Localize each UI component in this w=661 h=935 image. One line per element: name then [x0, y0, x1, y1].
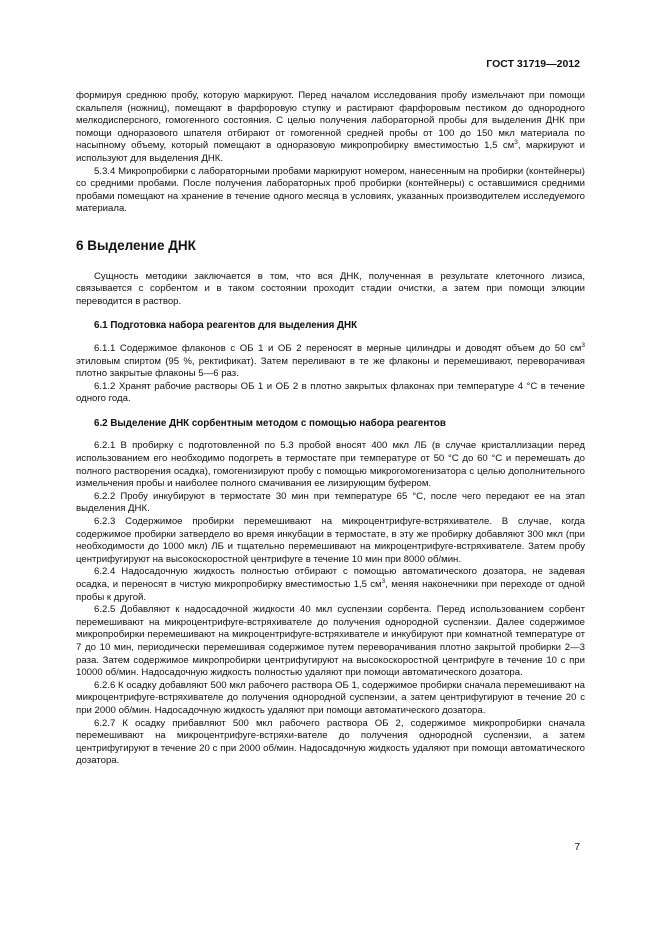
paragraph-intro: [76, 90, 585, 166]
intro-text: формируя среднюю пробу, которую маркируют. Перед началом исследования пробу измельчают при помощи скальпеля (ножниц), помещают в фарфоровую ступку и растирают фарфоровым пестиком до однородного мелкодисперсного, гомогенного состояния. С целью получения лабораторной пробы для выделения ДНК при помощи одноразового шпателя отбирают от гомогенной средней пробы от 100 до 150 мкл материала по насыпному объему, который помещают в одноразовую микропробирку вместимостью 1,5 см: [76, 90, 585, 152]
paragraph-6-2-6: 6.2.6 К осадку добавляют 500 мкл рабочего раствора ОБ 1, содержимое пробирки сначала перемешивают на микроцентрифуге-встряхивателе до получения однородной суспензии, а затем центрифугируют в течение 20 с при 2000 об/мин. Надосадочную жидкость удаляют при помощи автоматического дозатора.: [76, 679, 585, 716]
paragraph-6-1-1: [76, 343, 585, 381]
section-6-title: 6 Выделение ДНК: [76, 237, 196, 253]
paragraph-6-2-3: 6.2.3 Содержимое пробирки перемешивают на микроцентрифуге-встряхивателе. В случае, когда содержимое пробирки затвердело во время инкубации в термостате, в эту же пробирку добавляют 300 мкл (при необходимости до 1000 мкл) ЛБ и тщательно перемешивают на микроцентрифуге-встряхивателе. Затем пробу центрифугируют на высокоскоростной центрифуге в течение 10 мин при 8000 об/мин.: [76, 516, 585, 565]
document-body: [76, 90, 585, 768]
paragraph-6-2-2: 6.2.2 Пробу инкубируют в термостате 30 мин при температуре 65 °С, после чего передают ее на этап выделения ДНК.: [76, 490, 585, 515]
paragraph-6-2-7: 6.2.7 К осадку прибавляют 500 мкл рабочего раствора ОБ 2, содержимое микропробирки сначала перемешивают на микроцентрифуге-встряхи-вателе до получения однородной суспензии, а затем центрифугируют в течение 20 с при 2000 об/мин. Надосадочную жидкость удаляют при помощи автоматического дозатора.: [76, 717, 585, 767]
subsection-6-1-title: 6.1 Подготовка набора реагентов для выделения ДНК: [94, 320, 358, 332]
p611-text-a: 6.1.1 Содержимое флаконов с ОБ 1 и ОБ 2 переносят в мерные цилиндры и доводят объем до 50 см: [94, 342, 582, 354]
paragraph-6-2-1: 6.2.1 В пробирку с подготовленной по 5.3 пробой вносят 400 мкл ЛБ (в случае кристаллизации перед использованием его необходимо подогреть в термостате при температуре от 50 °С до 60 °С и перемешать до полного растворения осадка), гомогенизируют пробу с помощью микрогомогенизатора с целью дополнительного измельчения пробы и наиболее полного смачивания ее лизирующим буфером.: [76, 440, 585, 490]
subsection-6-2-title: 6.2 Выделение ДНК сорбентным методом с помощью набора реагентов: [94, 417, 446, 429]
paragraph-6-1-2: 6.1.2 Хранят рабочие растворы ОБ 1 и ОБ 2 в плотно закрытых флаконах при температуре 4 °С в течение одного года.: [76, 380, 585, 405]
paragraph-6-2-5: 6.2.5 Добавляют к надосадочной жидкости 40 мкл суспензии сорбента. Перед использованием сорбент перемешивают на микроцентрифуге-встряхивателе до получения однородной суспензии. Далее содержимое микропробирки перемешивают на микроцентрифуге-встряхивателе и инкубируют при комнатной температуре от 7 до 10 мин, периодически перемешивая содержимое путем переворачивания плотно закрытой пробирки 2—3 раза. Затем содержимое микропробирки центрифугируют на высокоскоростной центрифуге в течение 10 с при 10000 об/мин. Надосадочную жидкость полностью удаляют при помощи автоматического дозатора.: [76, 604, 585, 679]
intro-text-end: , маркируют и используют для выделения ДНК.: [76, 140, 585, 164]
section-6-text: Сущность методики заключается в том, что вся ДНК, полученная в результате клеточного лизиса, связывается с сорбентом и в таком состоянии проходит стадии очистки, а затем при помощи элюции переводится в раствор.: [76, 270, 585, 307]
superscript: 3: [514, 139, 518, 147]
document-code: ГОСТ 31719—2012: [486, 58, 580, 70]
page-number: 7: [574, 842, 580, 853]
paragraph-5-3-4: 5.3.4 Микропробирки с лабораторными пробами маркируют номером, нанесенным на пробирки (контейнеры) со средними пробами. После получения лабораторных проб пробирки (контейнеры) с оставшимися средними пробами помещают на хранение в течение одного месяца в условиях, указанных производителем исследуемого материала.: [76, 165, 585, 215]
p624-text-b: , меняя наконечники при переходе от одной пробы к другой.: [76, 579, 585, 603]
p611-text-b: этиловым спиртом (95 %, ректификат). Затем переливают в те же флаконы и перемешивают, переворачивая плотно закрытые флаконы 5—6 раз.: [76, 355, 585, 380]
superscript: 3: [581, 341, 585, 349]
paragraph-6-2-4: [76, 566, 585, 604]
p624-text-a: 6.2.4 Надосадочную жидкость полностью отбирают с помощью автоматического дозатора, не задевая осадка, и переносят в чистую микропробирку вместимостью 1,5 см: [76, 566, 585, 590]
superscript: 3: [381, 578, 386, 585]
